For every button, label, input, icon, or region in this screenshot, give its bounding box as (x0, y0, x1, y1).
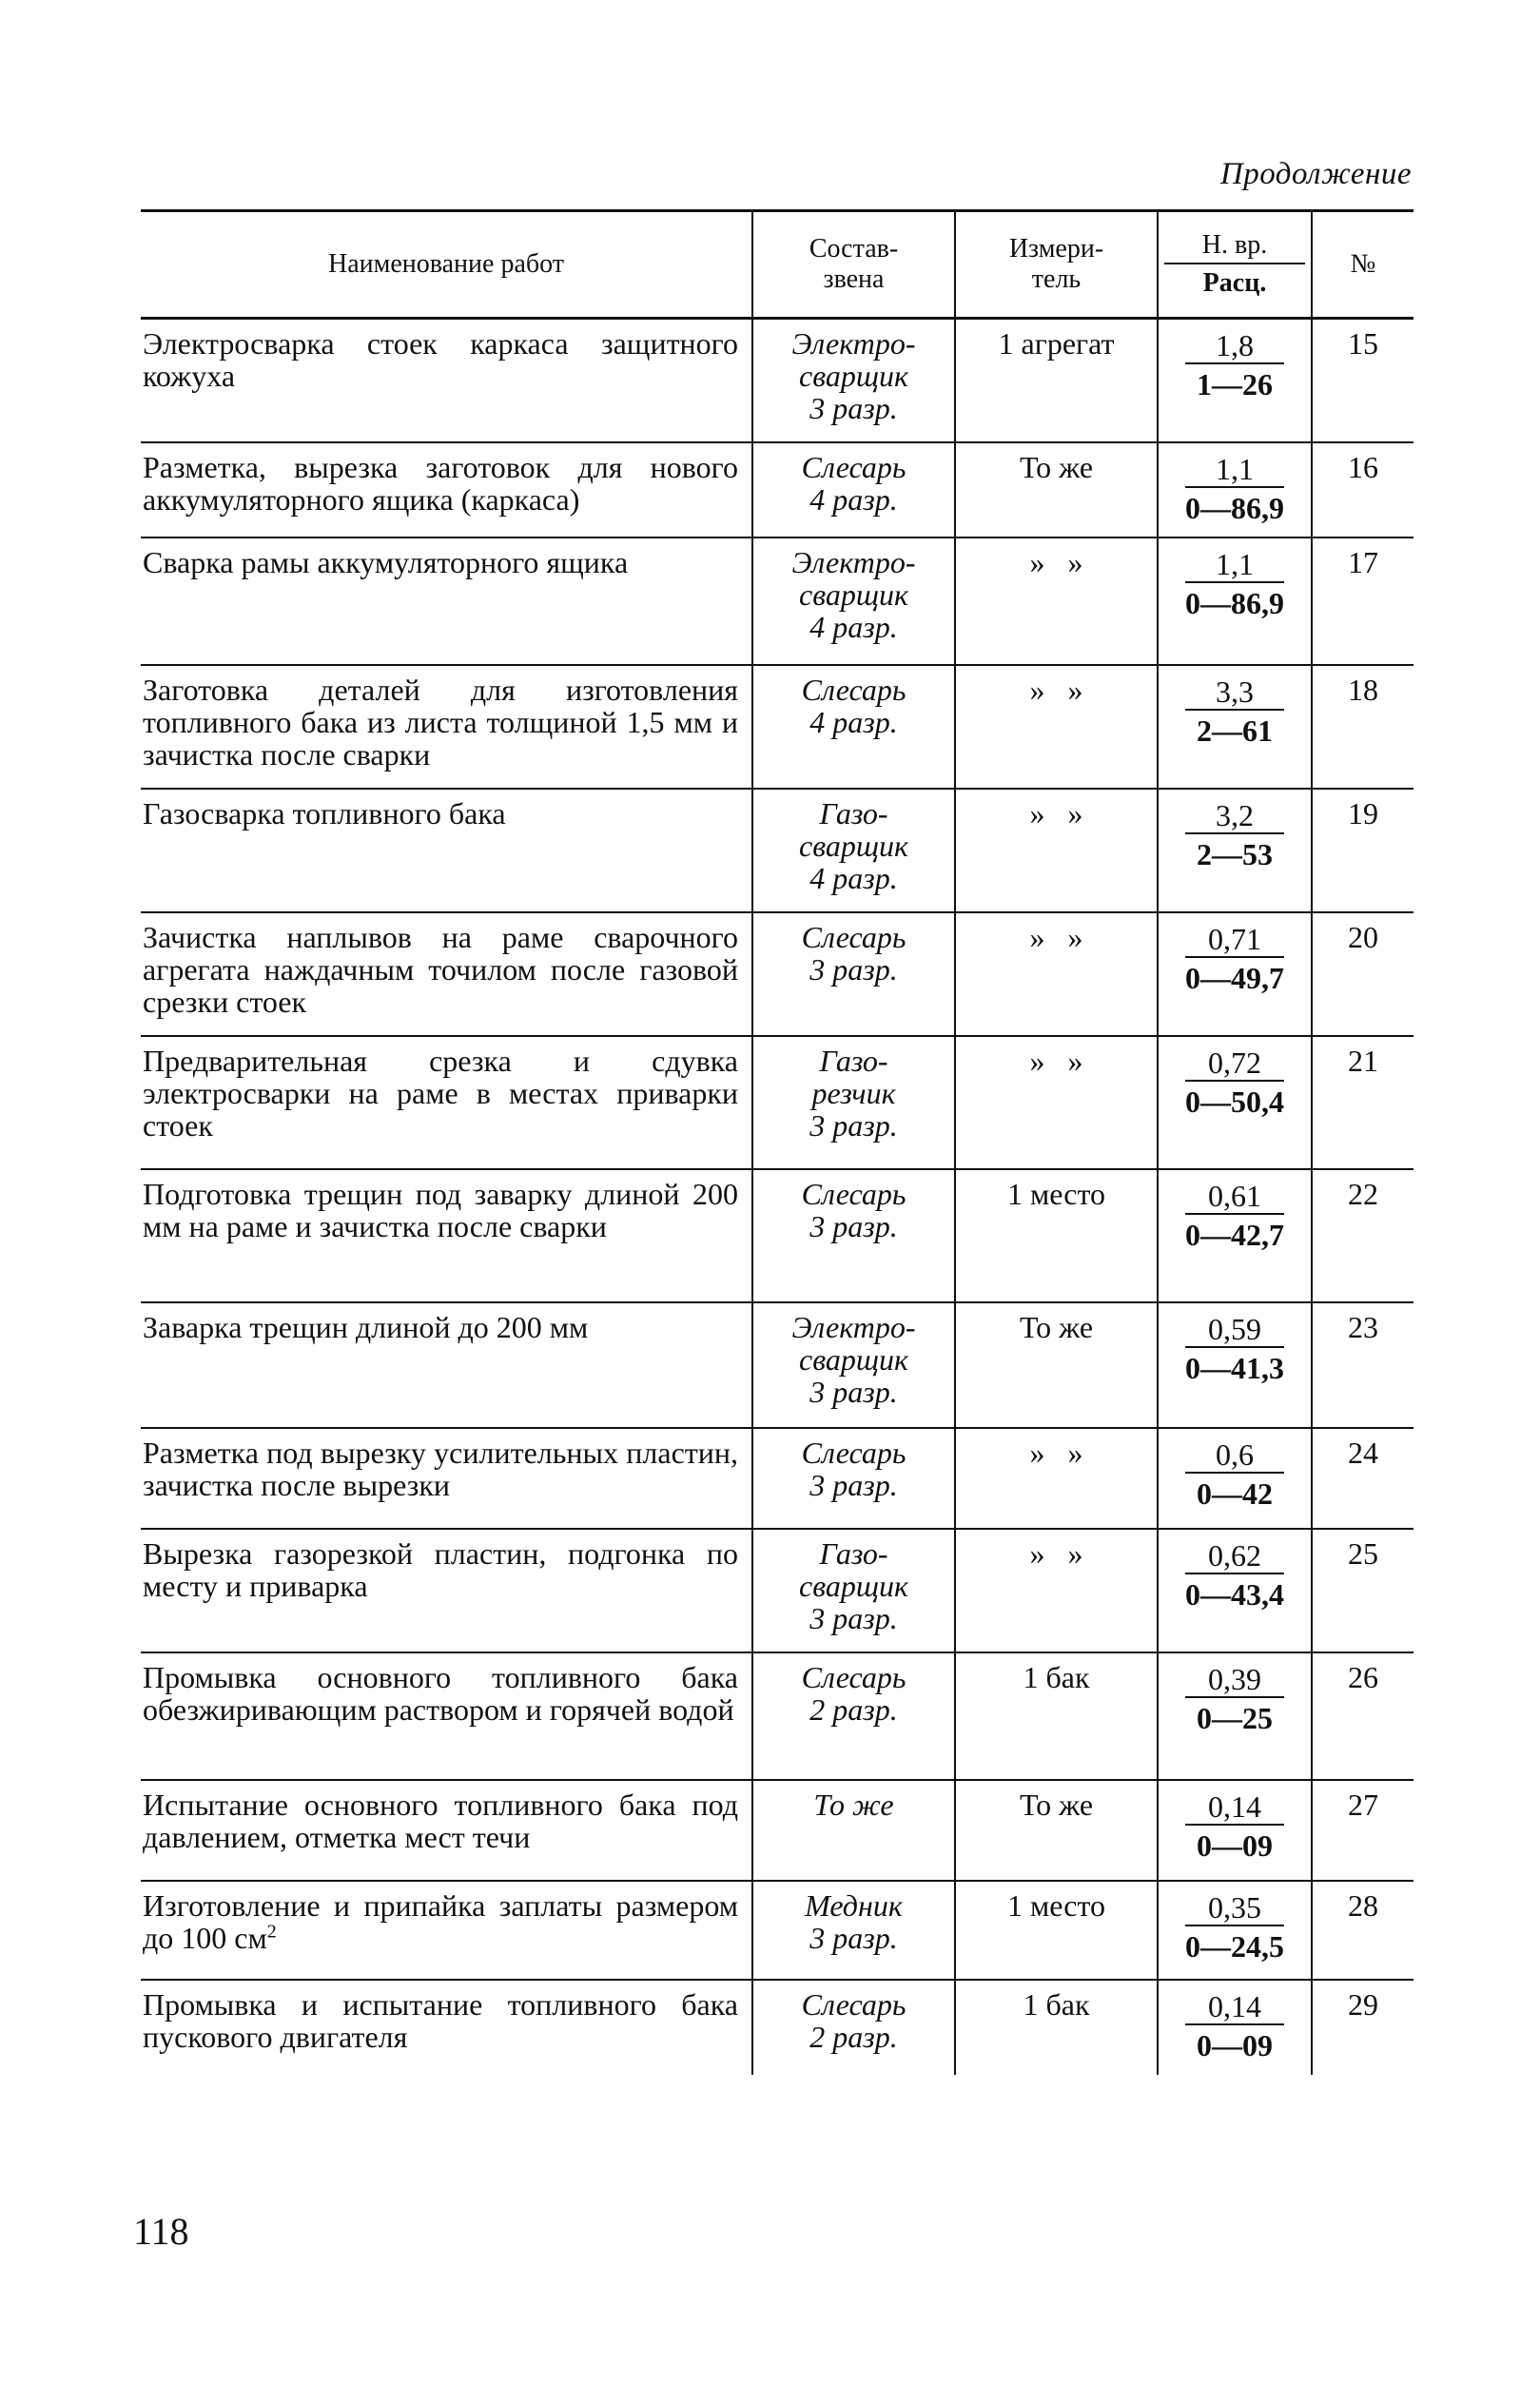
row-number: 15 (1348, 326, 1378, 361)
crew-line: 3 разр. (809, 1107, 898, 1143)
work-name: Промывка основного топливного бака обезжиривающим раствором и горячей водой (143, 1659, 738, 1727)
cell-work (141, 1302, 752, 1428)
cell-work (141, 1529, 752, 1652)
rate-value: 1—26 (1197, 367, 1273, 402)
table-header-row (141, 211, 1413, 319)
crew-line: Газо- (819, 795, 888, 831)
row-number: 23 (1348, 1309, 1378, 1344)
crew-line: Слесарь (801, 449, 906, 484)
crew-line: 3 разр. (809, 1600, 898, 1635)
cell-num (1312, 912, 1413, 1036)
norm-time: 0,6 (1185, 1438, 1284, 1474)
table-row (141, 537, 1413, 665)
cell-crew (752, 1780, 955, 1881)
work-name: Изготовление и припайка заплаты размером до 100 см (143, 1887, 738, 1955)
cell-num (1312, 1036, 1413, 1169)
crew-line: сварщик (799, 577, 908, 612)
rate-value: 0—86,9 (1185, 585, 1284, 620)
cell-work (141, 789, 752, 912)
norm-time: 0,72 (1185, 1046, 1284, 1082)
cell-norm (1158, 1428, 1312, 1529)
unit-value: 1 агрегат (998, 326, 1115, 361)
crew-line: То же (813, 1787, 894, 1822)
cell-work (141, 1980, 752, 2075)
table-row (141, 789, 1413, 912)
cell-unit (955, 1652, 1158, 1780)
crew-line: 3 разр. (809, 391, 898, 426)
cell-norm (1158, 1302, 1312, 1428)
unit-value: » » (1029, 1043, 1083, 1078)
work-name: Сварка рамы аккумуляторного ящика (143, 544, 629, 579)
crew-line: Слесарь (801, 672, 906, 707)
norm-time: 0,14 (1185, 1790, 1284, 1826)
crew-line: 2 разр. (809, 2019, 898, 2054)
work-name: Разметка под вырезку усилительных пластин, зачистка после вырезки (143, 1435, 738, 1502)
work-name: Испытание основного топливного бака под давлением, отметка мест течи (143, 1787, 738, 1854)
rate-value: 0—86,9 (1185, 490, 1284, 525)
crew-line: 3 разр. (809, 1920, 898, 1955)
work-name: Разметка, вырезка заготовок для нового аккумуляторного ящика (каркаса) (143, 449, 738, 517)
cell-unit (955, 1036, 1158, 1169)
crew-line: Слесарь (801, 1659, 906, 1694)
cell-num (1312, 1980, 1413, 2075)
cell-unit (955, 789, 1158, 912)
work-name: Газосварка топливного бака (143, 795, 506, 831)
cell-unit (955, 665, 1158, 789)
table-row (141, 1881, 1413, 1980)
cell-unit (955, 1780, 1158, 1881)
cell-norm (1158, 1652, 1312, 1780)
crew-line: 3 разр. (809, 951, 898, 987)
cell-num (1312, 1428, 1413, 1529)
cell-crew (752, 1169, 955, 1302)
rate-value: 0—09 (1197, 1827, 1273, 1863)
header-unit: Измери- тель (955, 211, 1158, 319)
work-name: Зачистка наплывов на раме сварочного агрегата наждачным точилом после газовой срезки стоек (143, 919, 738, 1019)
crew-line: 3 разр. (809, 1374, 898, 1409)
header-norm: Н. вр. Расц. (1158, 211, 1312, 319)
rate-value: 2—53 (1197, 836, 1273, 871)
cell-norm (1158, 665, 1312, 789)
header-num: № (1312, 211, 1413, 319)
cell-norm (1158, 537, 1312, 665)
cell-crew (752, 1881, 955, 1980)
cell-crew (752, 1529, 955, 1652)
cell-work (141, 1169, 752, 1302)
crew-line: 4 разр. (809, 704, 898, 739)
work-norms-table (141, 209, 1413, 2075)
table-row (141, 665, 1413, 789)
cell-norm (1158, 1980, 1312, 2075)
cell-crew (752, 537, 955, 665)
crew-line: Медник (805, 1887, 903, 1923)
rate-value: 0—50,4 (1185, 1084, 1284, 1119)
cell-crew (752, 789, 955, 912)
row-number: 29 (1348, 1986, 1378, 2022)
row-number: 17 (1348, 544, 1378, 579)
crew-line: 4 разр. (809, 609, 898, 644)
cell-crew (752, 1980, 955, 2075)
header-crew: Состав- звена (752, 211, 955, 319)
unit-value: 1 бак (1023, 1986, 1090, 2022)
cell-work (141, 1881, 752, 1980)
cell-norm (1158, 442, 1312, 537)
cell-work (141, 665, 752, 789)
cell-num (1312, 1169, 1413, 1302)
cell-crew (752, 1652, 955, 1780)
table-row (141, 1780, 1413, 1881)
table-row (141, 1169, 1413, 1302)
norm-time: 0,35 (1185, 1891, 1284, 1926)
norm-time: 0,71 (1185, 923, 1284, 958)
crew-line: сварщик (799, 1341, 908, 1377)
unit-value: » » (1029, 1435, 1083, 1470)
cell-unit (955, 1169, 1158, 1302)
cell-work (141, 319, 752, 442)
crew-line: резчик (811, 1075, 896, 1110)
cell-unit (955, 442, 1158, 537)
unit-value: » » (1029, 795, 1083, 831)
crew-line: сварщик (799, 359, 908, 394)
row-number: 20 (1348, 919, 1378, 954)
crew-line: 2 разр. (809, 1691, 898, 1727)
cell-unit (955, 1428, 1158, 1529)
unit-value: То же (1019, 449, 1094, 484)
crew-line: 4 разр. (809, 860, 898, 895)
crew-line: 4 разр. (809, 481, 898, 517)
table-row (141, 1428, 1413, 1529)
header-work: Наименование работ (141, 211, 752, 319)
unit-value: » » (1029, 672, 1083, 707)
cell-crew (752, 442, 955, 537)
cell-norm (1158, 1169, 1312, 1302)
cell-norm (1158, 1036, 1312, 1169)
cell-crew (752, 912, 955, 1036)
row-number: 24 (1348, 1435, 1378, 1470)
norm-time: 1,1 (1185, 548, 1284, 583)
crew-line: Газо- (819, 1535, 888, 1571)
rate-value: 0—49,7 (1185, 960, 1284, 995)
unit-value: 1 место (1006, 1176, 1105, 1211)
cell-work (141, 1428, 752, 1529)
cell-num (1312, 665, 1413, 789)
cell-norm (1158, 912, 1312, 1036)
unit-value: То же (1019, 1787, 1094, 1822)
table-row (141, 1036, 1413, 1169)
work-name: Заготовка деталей для изготовления топливного бака из листа толщиной 1,5 мм и зачистка после сварки (143, 672, 738, 772)
crew-line: сварщик (799, 1568, 908, 1603)
table-row (141, 319, 1413, 442)
rate-value: 0—09 (1197, 2027, 1273, 2062)
cell-crew (752, 1302, 955, 1428)
rate-value: 0—24,5 (1185, 1928, 1284, 1964)
rate-value: 0—42 (1197, 1476, 1273, 1511)
norm-time: 0,59 (1185, 1313, 1284, 1348)
table-row (141, 912, 1413, 1036)
row-number: 21 (1348, 1043, 1378, 1078)
cell-work (141, 1780, 752, 1881)
norm-time: 0,39 (1185, 1663, 1284, 1698)
unit-value: То же (1019, 1309, 1094, 1344)
cell-norm (1158, 319, 1312, 442)
row-number: 26 (1348, 1659, 1378, 1694)
cell-unit (955, 1881, 1158, 1980)
crew-line: Слесарь (801, 1435, 906, 1470)
unit-value: » » (1029, 919, 1083, 954)
cell-unit (955, 319, 1158, 442)
unit-value: 1 место (1006, 1887, 1105, 1923)
row-number: 27 (1348, 1787, 1378, 1822)
norm-time: 3,2 (1185, 799, 1284, 834)
cell-num (1312, 537, 1413, 665)
cell-num (1312, 319, 1413, 442)
rate-value: 2—61 (1197, 713, 1273, 748)
cell-crew (752, 319, 955, 442)
crew-line: Газо- (819, 1043, 888, 1078)
cell-unit (955, 1529, 1158, 1652)
cell-work (141, 442, 752, 537)
rate-value: 0—43,4 (1185, 1576, 1284, 1612)
crew-line: Слесарь (801, 1176, 906, 1211)
norm-time: 3,3 (1185, 675, 1284, 711)
cell-unit (955, 1302, 1158, 1428)
table-row (141, 442, 1413, 537)
cell-work (141, 912, 752, 1036)
continuation-label: Продолжение (1219, 157, 1412, 191)
crew-line: Электро- (791, 1309, 916, 1344)
work-name: Электросварка стоек каркаса защитного кожуха (143, 326, 738, 394)
work-name: Предварительная срезка и сдувка электросварки на раме в местах приварки стоек (143, 1043, 738, 1143)
cell-norm (1158, 1529, 1312, 1652)
cell-num (1312, 1780, 1413, 1881)
work-name: Промывка и испытание топливного бака пускового двигателя (143, 1986, 738, 2054)
cell-unit (955, 912, 1158, 1036)
crew-line: Электро- (791, 544, 916, 579)
cell-num (1312, 1652, 1413, 1780)
unit-value: 1 бак (1023, 1659, 1090, 1694)
cell-num (1312, 1302, 1413, 1428)
table-row (141, 1302, 1413, 1428)
rate-value: 0—25 (1197, 1700, 1273, 1735)
unit-value: » » (1029, 1535, 1083, 1571)
cell-work (141, 1652, 752, 1780)
norm-time: 0,14 (1185, 1990, 1284, 2025)
norm-time: 0,61 (1185, 1180, 1284, 1215)
table-row (141, 1652, 1413, 1780)
row-number: 19 (1348, 795, 1378, 831)
crew-line: 3 разр. (809, 1467, 898, 1502)
norm-time: 0,62 (1185, 1539, 1284, 1574)
norm-time: 1,8 (1185, 329, 1284, 364)
cell-crew (752, 665, 955, 789)
unit-value: » » (1029, 544, 1083, 579)
row-number: 16 (1348, 449, 1378, 484)
cell-crew (752, 1428, 955, 1529)
cell-work (141, 537, 752, 665)
rate-value: 0—41,3 (1185, 1350, 1284, 1385)
cell-num (1312, 789, 1413, 912)
cell-norm (1158, 1780, 1312, 1881)
cell-unit (955, 1980, 1158, 2075)
crew-line: Слесарь (801, 1986, 906, 2022)
crew-line: Слесарь (801, 919, 906, 954)
row-number: 25 (1348, 1535, 1378, 1571)
rate-value: 0—42,7 (1185, 1217, 1284, 1252)
cell-norm (1158, 789, 1312, 912)
row-number: 18 (1348, 672, 1378, 707)
norm-time: 1,1 (1185, 453, 1284, 488)
cell-work (141, 1036, 752, 1169)
cell-crew (752, 1036, 955, 1169)
cell-num (1312, 1529, 1413, 1652)
row-number: 22 (1348, 1176, 1378, 1211)
cell-num (1312, 442, 1413, 537)
work-name: Заварка трещин длиной до 200 мм (143, 1309, 589, 1344)
table-row (141, 1980, 1413, 2075)
crew-line: Электро- (791, 326, 916, 361)
crew-line: 3 разр. (809, 1208, 898, 1243)
cell-unit (955, 537, 1158, 665)
work-name: Подготовка трещин под заварку длиной 200 мм на раме и зачистка после сварки (143, 1176, 738, 1243)
page-number: 118 (133, 2210, 189, 2253)
work-name: Вырезка газорезкой пластин, подгонка по месту и приварка (143, 1535, 738, 1603)
work-unit-exponent: 2 (266, 1921, 277, 1943)
cell-num (1312, 1881, 1413, 1980)
cell-norm (1158, 1881, 1312, 1980)
crew-line: сварщик (799, 828, 908, 863)
row-number: 28 (1348, 1887, 1378, 1923)
table-row (141, 1529, 1413, 1652)
